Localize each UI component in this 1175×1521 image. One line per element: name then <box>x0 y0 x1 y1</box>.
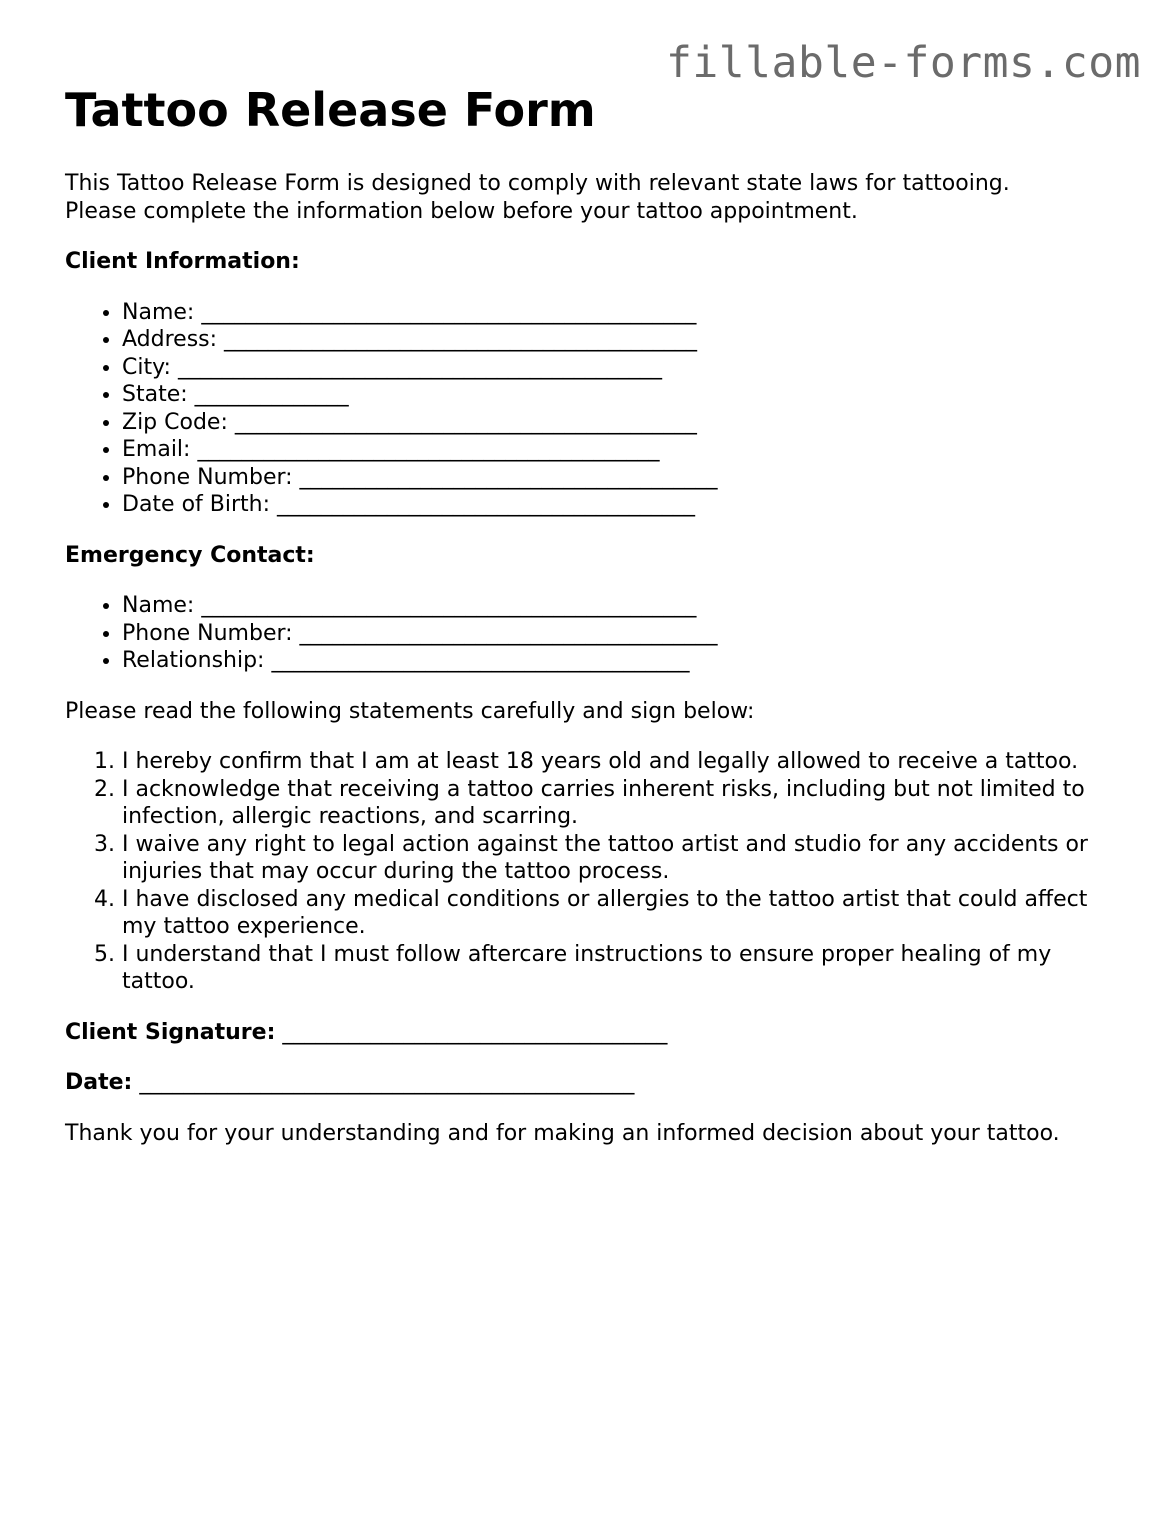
emergency-relationship-blank[interactable]: ______________________________________ <box>271 648 690 673</box>
client-dob-field <box>122 491 1125 519</box>
client-zip-blank[interactable]: __________________________________________ <box>234 409 697 435</box>
page-title: Tattoo Release Form <box>65 83 596 137</box>
client-city-blank[interactable]: ____________________________________________ <box>177 354 662 380</box>
client-city-field <box>122 354 1125 382</box>
client-address-field <box>122 326 1125 354</box>
field-label: Phone Number: <box>122 620 293 646</box>
emergency-name-field <box>122 592 1125 620</box>
client-signature-label: Client Signature: <box>65 1019 276 1045</box>
client-email-blank[interactable]: __________________________________________ <box>197 437 660 462</box>
client-signature-row <box>65 1019 1125 1047</box>
field-label: Address: <box>122 327 218 352</box>
client-info-heading: Client Information: <box>65 249 300 274</box>
field-label: Date of Birth: <box>122 492 271 517</box>
field-label: Zip Code: <box>122 409 228 435</box>
client-dob-blank[interactable]: ______________________________________ <box>277 492 696 517</box>
emergency-contact-list <box>65 592 1125 675</box>
emergency-phone-blank[interactable]: ______________________________________ <box>299 620 718 646</box>
field-label: Email: <box>122 437 191 462</box>
intro-line-1: This Tattoo Release Form is designed to comply with relevant state laws for tattooing. <box>65 171 1010 196</box>
statement-item: 1. I hereby confirm that I am at least 18 years old and legally allowed to receive a tattoo. <box>122 748 1125 776</box>
client-state-field <box>122 381 1125 409</box>
client-phone-blank[interactable]: ______________________________________ <box>299 464 718 490</box>
field-label: Relationship: <box>122 648 265 673</box>
field-label: State: <box>122 382 188 407</box>
client-address-blank[interactable]: ___________________________________________ <box>224 327 698 352</box>
client-info-list <box>65 299 1125 519</box>
statement-item: 2. I acknowledge that receiving a tattoo carries inherent risks, including but not limited to infection, allergic reactions, and scarring. <box>122 776 1125 831</box>
emergency-contact-heading: Emergency Contact: <box>65 542 315 568</box>
date-row <box>65 1069 1125 1097</box>
emergency-name-blank[interactable]: _____________________________________________ <box>201 593 697 618</box>
statement-item: 5. I understand that I must follow aftercare instructions to ensure proper healing of my tattoo. <box>122 941 1125 996</box>
emergency-relationship-field <box>122 647 1125 675</box>
client-name-blank[interactable]: _____________________________________________ <box>201 299 697 325</box>
client-signature-blank[interactable]: ___________________________________ <box>282 1019 668 1045</box>
field-label: Name: <box>122 593 195 618</box>
statement-item: 3. I waive any right to legal action against the tattoo artist and studio for any accidents or injuries that may occur during the tattoo process. <box>122 831 1125 886</box>
statements-intro: Please read the following statements carefully and sign below: <box>65 698 755 724</box>
closing-text: Thank you for your understanding and for making an informed decision about your tattoo. <box>65 1120 1060 1146</box>
client-name-field <box>122 299 1125 327</box>
intro-text <box>65 170 1125 225</box>
statements-list <box>65 748 1125 996</box>
date-label: Date: <box>65 1070 133 1095</box>
form-page <box>65 80 1125 1147</box>
watermark: fillable-forms.com <box>666 38 1141 88</box>
client-zip-field <box>122 409 1125 437</box>
field-label: Phone Number: <box>122 464 293 490</box>
statement-item: 4. I have disclosed any medical conditions or allergies to the tattoo artist that could affect my tattoo experience. <box>122 886 1125 941</box>
date-blank[interactable]: _____________________________________________ <box>139 1070 635 1095</box>
client-email-field <box>122 436 1125 464</box>
client-phone-field <box>122 464 1125 492</box>
field-label: Name: <box>122 299 195 325</box>
emergency-phone-field <box>122 620 1125 648</box>
intro-line-2: Please complete the information below before your tattoo appointment. <box>65 198 858 224</box>
client-state-blank[interactable]: ______________ <box>194 382 349 407</box>
field-label: City: <box>122 354 171 380</box>
